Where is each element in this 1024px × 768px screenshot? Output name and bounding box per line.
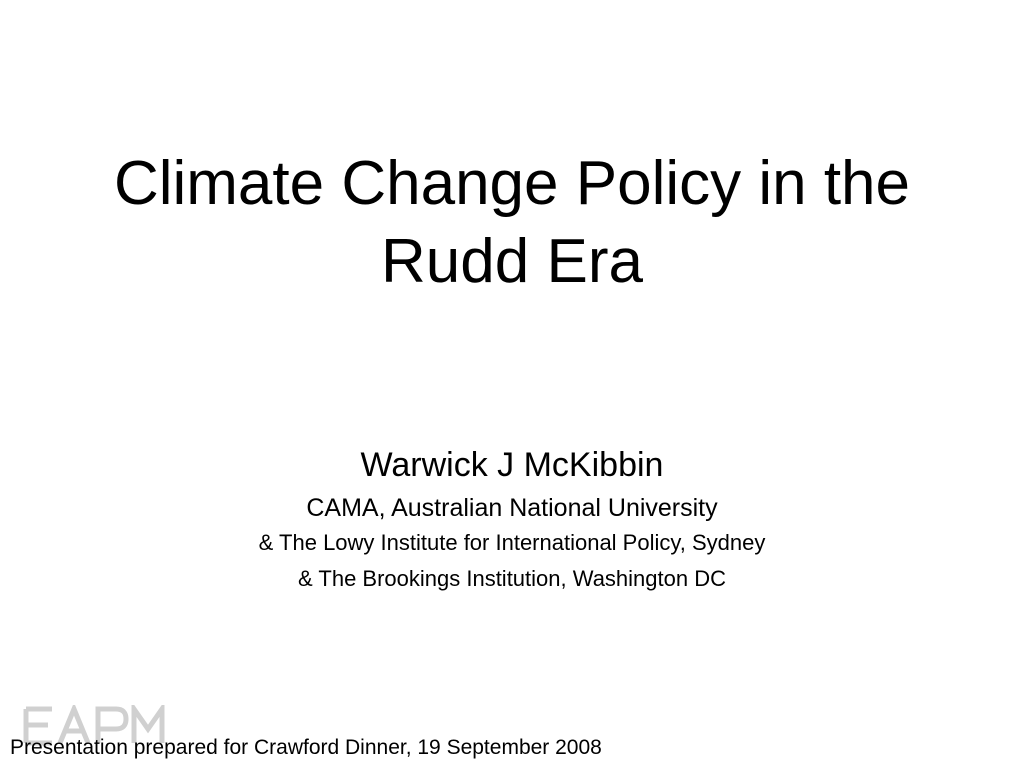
footer-note: Presentation prepared for Crawford Dinner, 19 September 2008 xyxy=(10,736,602,759)
author-name: Warwick J McKibbin xyxy=(360,446,664,484)
slide-title: Climate Change Policy in the Rudd Era xyxy=(113,149,911,296)
affiliation-1: CAMA, Australian National University xyxy=(306,494,718,522)
author-block xyxy=(0,444,1024,600)
affiliation-2: & The Lowy Institute for International Policy, Sydney xyxy=(258,530,766,555)
affiliation-3: & The Brookings Institution, Washington DC xyxy=(298,566,726,591)
